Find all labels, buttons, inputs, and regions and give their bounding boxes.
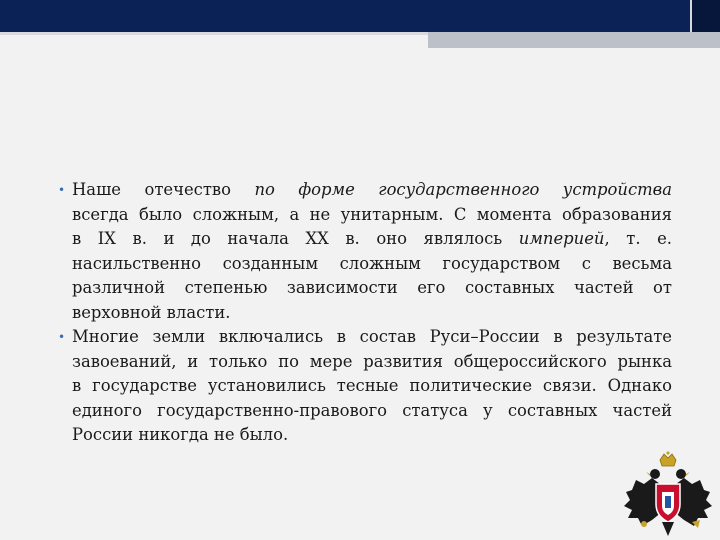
bullet-item <box>58 178 672 325</box>
emphasis-text: по форме государственного устройства <box>254 180 672 199</box>
bullet-list <box>58 178 672 448</box>
body-text: России никогда не было. <box>72 425 289 444</box>
header-accent-band <box>428 32 720 48</box>
body-text: верховной власти. <box>72 302 231 322</box>
header-end-block <box>690 0 720 32</box>
body-text: единого государственно-правового статуса у составных частей <box>72 400 672 420</box>
double-headed-eagle-crest-icon <box>622 450 714 540</box>
text-line <box>72 252 672 277</box>
body-text: всегда было сложным, а не унитарным. С момента образования <box>72 204 672 224</box>
text-line <box>72 178 672 203</box>
text-line <box>72 350 672 375</box>
text-line <box>72 203 672 228</box>
text-line <box>72 227 672 252</box>
bullet-marker: • <box>58 330 66 344</box>
body-text: Многие земли включались в состав Руси–России в результате <box>72 327 672 346</box>
body-text: , т. е. <box>604 229 672 248</box>
body-text: различной степенью зависимости его составных частей от <box>72 278 672 297</box>
body-text: завоеваний, и только по мере развития общероссийского рынка <box>72 351 672 371</box>
header-band <box>0 0 690 32</box>
text-line <box>72 423 672 448</box>
header-underline <box>0 32 428 35</box>
body-text: в IX в. и до начала XX в. оно являлось <box>72 229 519 248</box>
body-text: в государстве установились тесные политические связи. Однако <box>72 376 672 395</box>
text-line <box>72 301 672 326</box>
text-line <box>72 276 672 301</box>
text-line <box>72 325 672 350</box>
text-line <box>72 374 672 399</box>
text-line <box>72 399 672 424</box>
body-text: насильственно созданным сложным государством с весьма <box>72 253 672 273</box>
body-text: Наше отечество <box>72 180 255 199</box>
header-divider <box>690 0 692 32</box>
bullet-marker: • <box>58 183 66 197</box>
bullet-item <box>58 325 672 448</box>
emphasis-text: империей <box>518 229 605 248</box>
